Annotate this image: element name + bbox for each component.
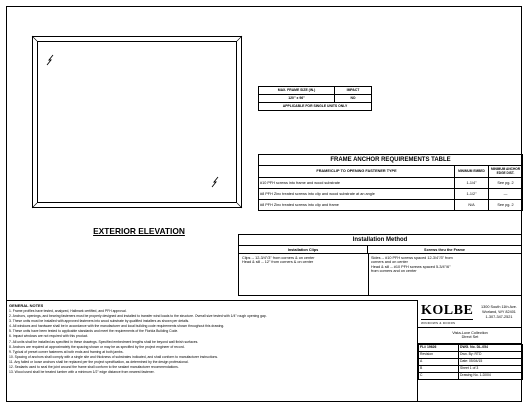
title-row [419,345,523,352]
note-line: 1. Frame profiles have tested, analyzed, Hallmark certified, and PFH approval. [9,309,127,313]
anchor-fastener-cell: #8 PFH Zinc treated screws into clip and frame [259,200,455,211]
screws-line: Sides -- #10 PFH screws spaced 12-3/4"/3" from [371,256,453,260]
impact-value: NO [335,95,372,103]
title-block-table [418,344,523,380]
note-line: 8. Anchors are required at approximately the spacing shown or may be as specified by the project engineer of record. [9,344,185,349]
screws-thru-frame-text [371,256,519,273]
title-block [418,300,522,402]
kolbe-logo [421,302,475,326]
title-cell: Revision [419,352,459,359]
frame-size-value: 120" x 96" [259,95,335,103]
anchor-fastener-cell: #8 PFH Zinc treated screws into clip and wood substrate at an angle [259,189,455,200]
general-notes-title: GENERAL NOTES [9,303,44,308]
glass-reflection-icon [211,175,219,189]
anchor-requirements-table [258,154,523,211]
address-line: 1300 South 11th Ave. [481,305,517,309]
title-cell: FL# 19626 [419,345,459,352]
address-line: 1-307-347-2521 [485,315,513,319]
title-row [419,359,523,366]
title-cell: B [419,366,459,373]
title-cell: Drawing No. 1-D004 [459,373,523,380]
kolbe-logo-wordmark: KOLBE [421,303,474,318]
kolbe-logo-rule [421,319,473,320]
anchor-table-title: FRAME ANCHOR REQUIREMENTS TABLE [259,155,523,166]
table-row [259,200,523,211]
note-line: 11. Any failed or loose anchors shall be replaced per the project specification, as determined by the design professional. [9,359,189,364]
table-row [259,189,523,200]
title-cell: Sheet 1 of 3 [459,366,523,373]
product-name: Vista-Luxe Collection [452,331,488,335]
note-line: 6. Impact windows are not required with this product. [9,334,89,339]
anchor-embed-cell: N/A [455,200,489,211]
title-row [419,373,523,380]
anchor-embed-cell: 1-1/4" [455,178,489,189]
anchor-header-embed: MINIMUM EMBED [455,166,489,178]
note-line: 9. Typical of preset corner fasteners at both ends and framing at both jambs. [9,349,124,354]
frame-size-table [258,86,372,111]
installation-clips-header: Installation Clips [239,246,368,254]
elevation-title: EXTERIOR ELEVATION [93,226,185,236]
address-line: Worland, WY 82401 [482,310,516,314]
anchor-edge-cell: See pg. 2 [489,200,523,211]
screws-thru-frame-header: Screws thru the Frame [368,246,521,254]
anchor-fastener-cell: #10 PFH screws into frame and wood substrate [259,178,455,189]
note-line: 2. Anchors, openings, and bearing fasteners must be properly designed and installed to transfer wind loads to the structure. Overall size tested with 1/4" rough opening gap. [9,314,267,319]
note-line: 13. Wood used shall be treated lumber with a minimum 1/2" edge distance from nearest fastener. [9,370,155,375]
installation-method-title: Installation Method [239,235,521,246]
company-address [478,305,520,320]
screws-line: Head & sill -- #10 PFH screws spaced 5-3/4"/6" [371,264,451,269]
general-notes-box [6,300,418,402]
title-cell: C [419,373,459,380]
product-block [418,328,522,344]
title-cell: DWG. No. DL-054 [459,345,523,352]
installation-method-box [238,234,522,296]
screws-line: from corners and on center [371,269,417,274]
anchor-header-fastener: FRAME/CLIP TO OPENING FASTENER TYPE [259,166,455,178]
frame-size-header-size: MAX. FRAME SIZE (IN.) [259,87,335,95]
installation-clips-text [242,256,366,265]
note-line: 7. All units shall be installed as specified in these drawings. Specified embedment lengths shall be beyond wall finish surfaces. [9,339,199,344]
glass-reflection-icon [46,53,54,67]
general-notes-list [9,309,415,375]
kolbe-logo-tagline: WINDOWS & DOORS [421,321,456,325]
table-row [259,178,523,189]
note-line: 4. All windows and hardware shall be in accordance with the manufacturer and local building code requirements shown throughout this drawing. [9,324,225,329]
note-line: 10. Spacing of anchors shall comply with a single site and thickness of substrates indicated, and shall conform to manufacturer instructions. [9,354,219,359]
anchor-embed-cell: 1-1/2" [455,189,489,200]
anchor-edge-cell: See pg. 2 [489,178,523,189]
note-line: 12. Sealants used to seal the joint around the frame shall conform to the sealant manufacturer recommendations. [9,365,179,370]
title-cell: Dwn. By: RTD [459,352,523,359]
company-block [418,300,522,328]
title-cell: Date: 05/04/15 [459,359,523,366]
screws-line: corners and on center [371,260,408,265]
clips-line: Head & sill -- 12" from corners & on center [242,260,314,265]
frame-size-header-impact: IMPACT [335,87,372,95]
product-sub: Direct Set [461,335,479,340]
title-row [419,352,523,359]
note-line: 5. These units have been tested to applicable standards and meet the requirements of the Florida Building Code. [9,329,179,334]
title-cell: A [419,359,459,366]
clips-line: Clips -- 12-3/4"/3" from corners & on center [242,256,315,260]
anchor-header-edge: MINIMUM ANCHOR EDGE DIST. [489,166,523,178]
frame-size-footer: APPLICABLE FOR SINGLE UNITS ONLY [259,103,372,111]
anchor-edge-cell: — [489,189,523,200]
note-line: 3. These units must be installed with approved fasteners into wood substrate by qualified installers as shown per details. [9,319,190,324]
installation-column-divider [368,254,369,296]
title-row [419,366,523,373]
